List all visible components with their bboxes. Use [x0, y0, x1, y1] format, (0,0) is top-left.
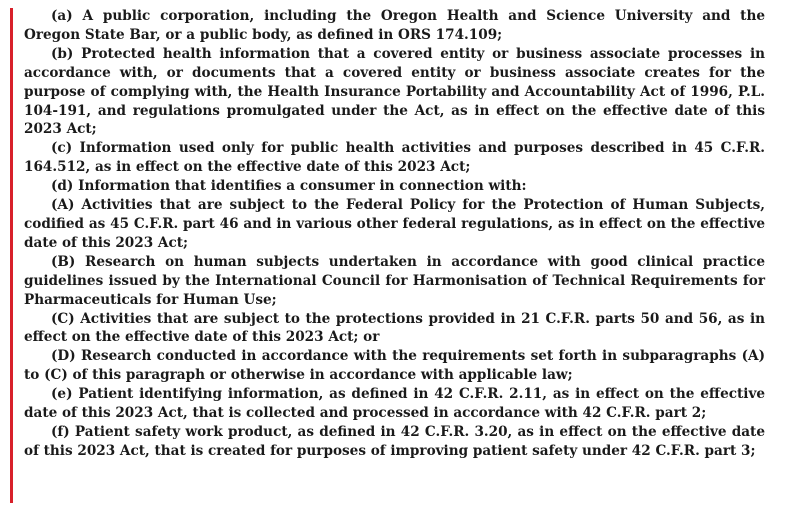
paragraph-f: (f) Patient safety work product, as defined in 42 C.F.R. 3.20, as in effect on the effective date of this 2023 Act, that is created for purposes of improving patient safety under 42 C.F.R. part 3;: [24, 423, 765, 459]
subparagraph-A: (A) Activities that are subject to the Federal Policy for the Protection of Human Subjects, codified as 45 C.F.R. part 46 and in various other federal regulations, as in effect on the effective date of this 2023 Act;: [24, 197, 765, 251]
paragraph-b: (b) Protected health information that a covered entity or business associate processes in accordance with, or documents that a covered entity or business associate creates for the purpose of complying with, the Health Insurance Portability and Accountability Act of 1996, P.L. 104-191, and regulations promulgated under the Act, as in effect on the effective date of this 2023 Act;: [24, 45, 765, 138]
paragraph-c: (c) Information used only for public health activities and purposes described in 45 C.F.R. 164.512, as in effect on the effective date of this 2023 Act;: [24, 140, 765, 176]
statute-text: [24, 7, 765, 461]
revision-margin-bar: [10, 8, 13, 503]
subparagraph-D: (D) Research conducted in accordance with the requirements set forth in subparagraphs (A) to (C) of this paragraph or otherwise in accordance with applicable law;: [24, 348, 765, 384]
paragraph-d: (d) Information that identifies a consumer in connection with:: [51, 178, 527, 195]
subparagraph-C: (C) Activities that are subject to the protections provided in 21 C.F.R. parts 50 and 56, as in effect on the effective date of this 2023 Act; or: [24, 310, 765, 346]
paragraph-a: (a) A public corporation, including the Oregon Health and Science University and the Oregon State Bar, or a public body, as defined in ORS 174.109;: [24, 8, 765, 43]
paragraph-e: (e) Patient identifying information, as defined in 42 C.F.R. 2.11, as in effect on the effective date of this 2023 Act, that is collected and processed in accordance with 42 C.F.R. part 2;: [24, 386, 765, 422]
subparagraph-B: (B) Research on human subjects undertaken in accordance with good clinical practice guidelines issued by the International Council for Harmonisation of Technical Requirements for Pharmaceuticals for Human Use;: [24, 253, 765, 308]
